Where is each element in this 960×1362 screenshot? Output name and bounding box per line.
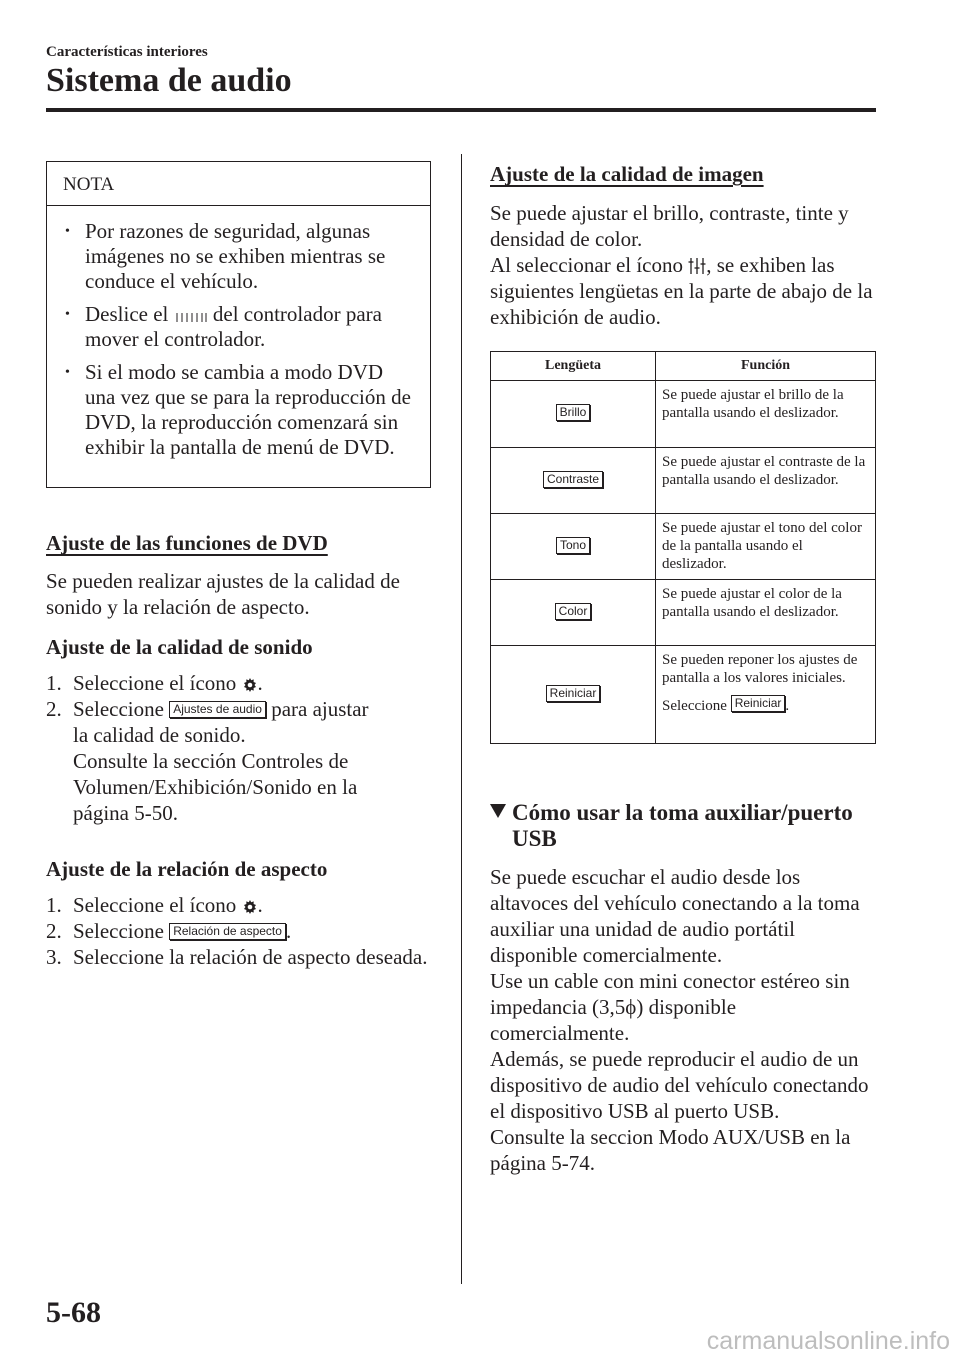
- col-header-tab: Lengüeta: [491, 352, 656, 381]
- bullet-icon: •: [65, 307, 70, 322]
- note-item: • Por razones de seguridad, algunas imágenes no se exhiben mientras se conduce el vehículo.: [65, 219, 386, 293]
- watermark: carmanualsonline.info: [706, 1327, 950, 1355]
- aux-section: [490, 800, 880, 1176]
- aux-para-1: Se puede escuchar el audio desde los altavoces del vehículo conectando a la toma auxiliar una unidad de audio portátil disponible comercialmente.: [490, 865, 860, 967]
- aspect-step-2: 2. Seleccione Relación de aspecto .: [46, 919, 292, 943]
- tab-brillo[interactable]: Brillo: [556, 404, 591, 421]
- audio-settings-button[interactable]: Ajustes de audio: [169, 701, 266, 718]
- sound-step-2-line: página 5-50.: [73, 801, 178, 825]
- col-header-function: Función: [656, 352, 876, 381]
- tab-color[interactable]: Color: [555, 603, 592, 620]
- equalizer-icon: [688, 257, 706, 275]
- aspect-step-1: 1. Seleccione el ícono .: [46, 893, 263, 917]
- bullet-icon: •: [65, 365, 70, 380]
- note-list: [63, 219, 418, 468]
- settings-gear-icon: [242, 677, 258, 693]
- function-text: Se puede ajustar el color de la pantalla usando el deslizador.: [656, 580, 876, 646]
- tab-tono[interactable]: Tono: [556, 537, 590, 554]
- aspect-ratio-heading: Ajuste de la relación de aspecto: [46, 857, 328, 881]
- bullet-icon: •: [65, 224, 70, 239]
- settings-gear-icon: [242, 899, 258, 915]
- function-text: Se puede ajustar el tono del color de la pantalla usando el deslizador.: [656, 514, 876, 580]
- dvd-intro: Se pueden realizar ajustes de la calidad de sonido y la relación de aspecto.: [46, 569, 400, 619]
- note-divider: [47, 205, 430, 206]
- dvd-heading: Ajuste de las funciones de DVD: [46, 531, 328, 555]
- aux-para-4: Consulte la seccion Modo AUX/USB en la página 5-74.: [490, 1125, 851, 1175]
- image-para-1: Se puede ajustar el brillo, contraste, tinte y densidad de color.: [490, 201, 849, 251]
- function-text: Se puede ajustar el contraste de la pantalla usando el deslizador.: [656, 448, 876, 514]
- table-row: [491, 448, 876, 514]
- note-title: NOTA: [63, 174, 115, 195]
- reset-button[interactable]: Reiniciar: [731, 695, 786, 712]
- sound-quality-heading: Ajuste de la calidad de sonido: [46, 635, 313, 659]
- function-cell: [656, 646, 876, 744]
- reset-select-line: Seleccione Reiniciar .: [662, 696, 790, 714]
- aux-para-3: Además, se puede reproducir el audio de un dispositivo de audio del vehículo conectando el dispositivo USB al puerto USB.: [490, 1047, 869, 1123]
- aspect-step-3: 3. Seleccione la relación de aspecto deseada.: [46, 945, 428, 969]
- table-row: [491, 514, 876, 580]
- sound-step-1: 1. Seleccione el ícono .: [46, 671, 263, 695]
- sound-step-2: 2. Seleccione Ajustes de audio para ajustar: [46, 697, 369, 721]
- page-title: Sistema de audio: [46, 62, 292, 99]
- aux-heading: Cómo usar la toma auxiliar/puerto USB: [490, 800, 880, 852]
- tab-reiniciar[interactable]: Reiniciar: [546, 685, 601, 702]
- note-item: • Si el modo se cambia a modo DVD una vez que se para la reproducción de DVD, la reproducción comenzará sin exhibir la pantalla de menú de DVD.: [65, 360, 411, 459]
- diameter-symbol: ϕ: [625, 995, 637, 1019]
- table-row: [491, 580, 876, 646]
- page-number: 5-68: [46, 1296, 101, 1329]
- section-label: Características interiores: [46, 44, 208, 60]
- table-row: [491, 381, 876, 448]
- sound-step-2-line: la calidad de sonido.: [73, 723, 246, 747]
- table-row: [491, 646, 876, 744]
- dvd-section: [46, 530, 436, 970]
- column-divider: [461, 154, 462, 1284]
- image-heading: Ajuste de la calidad de imagen: [490, 162, 764, 186]
- image-tabs-table: [490, 351, 876, 744]
- tab-contraste[interactable]: Contraste: [543, 471, 603, 488]
- slider-grip-icon: [174, 310, 208, 324]
- aux-para-2: Use un cable con mini conector estéreo sin impedancia (3,5ϕ) disponible comercialmente.: [490, 969, 850, 1045]
- image-section: [490, 161, 880, 330]
- aspect-ratio-button[interactable]: Relación de aspecto: [169, 923, 286, 940]
- sound-step-2-line: Consulte la sección Controles de: [73, 749, 349, 773]
- image-para-2: Al seleccionar el ícono , se exhiben las siguientes lengüetas en la parte de abajo de la exhibición de audio.: [490, 253, 873, 329]
- function-text: Se puede ajustar el brillo de la pantalla usando el deslizador.: [656, 381, 876, 448]
- sound-step-2-line: Volumen/Exhibición/Sonido en la: [73, 775, 358, 799]
- triangle-marker-icon: [490, 804, 506, 818]
- table-header-row: [491, 352, 876, 381]
- title-rule: [46, 108, 876, 112]
- note-box: [46, 161, 431, 488]
- function-text: Se pueden reponer los ajustes de pantalla a los valores iniciales.: [662, 652, 858, 686]
- note-item: • Deslice el del controlador para mover el controlador.: [65, 302, 382, 351]
